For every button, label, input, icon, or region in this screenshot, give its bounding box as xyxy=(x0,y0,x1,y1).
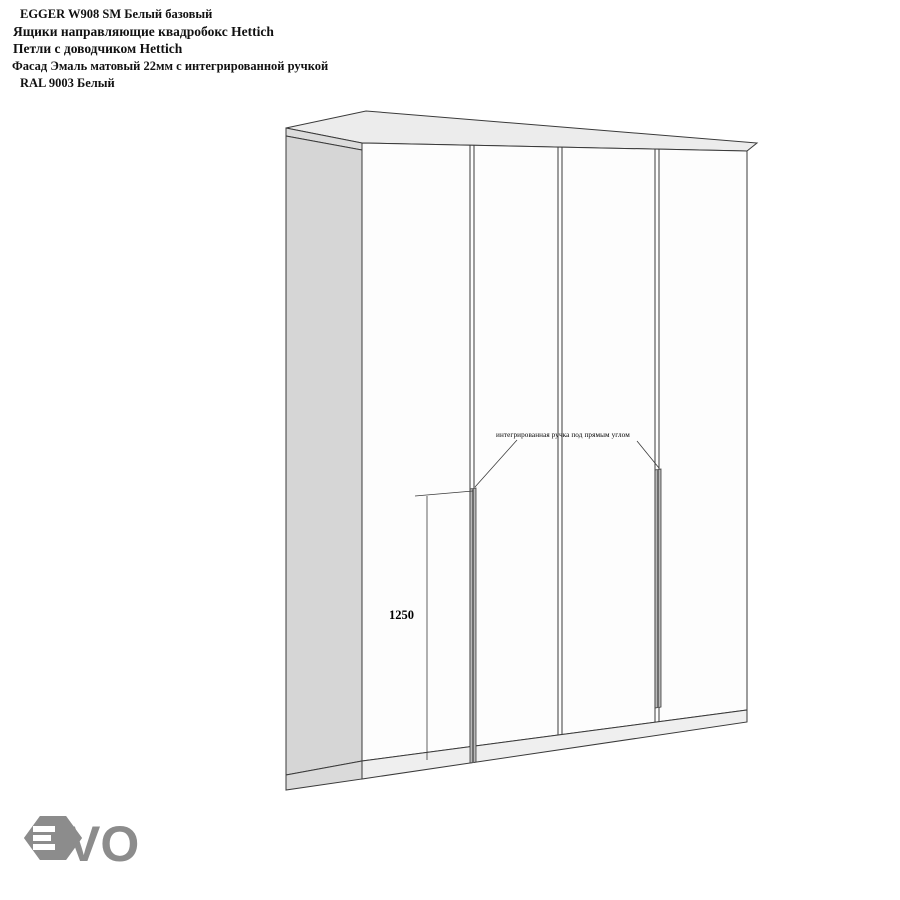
annotation-dimension-1250: 1250 xyxy=(389,608,414,622)
annotation-handle-note: интегрированная ручка под прямым углом xyxy=(496,431,630,439)
evo-logo xyxy=(20,812,160,874)
evo-logo-letters: VO xyxy=(67,816,140,872)
spec-line-ral-color: RAL 9003 Белый xyxy=(20,75,115,90)
cabinet-left-side-panel xyxy=(286,136,362,775)
spec-line-facade: Фасад Эмаль матовый 22мм с интегрированной ручкой xyxy=(12,59,329,74)
spec-line-drawer-runners: Ящики направляющие квадробокс Hettich xyxy=(13,23,274,39)
cabinet-front-body xyxy=(362,143,747,761)
evo-logo-text xyxy=(20,812,160,874)
spec-line-hinges: Петли с доводчиком Hettich xyxy=(13,41,183,57)
spec-line-material-body: EGGER W908 SM Белый базовый xyxy=(20,7,213,21)
